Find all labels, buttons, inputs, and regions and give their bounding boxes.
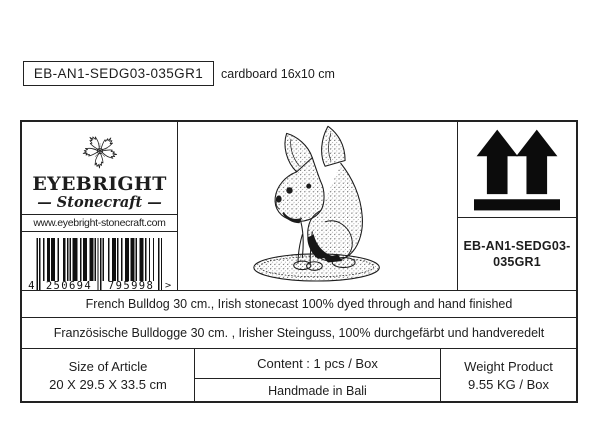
label-table [20,120,578,403]
size-value: 20 X 29.5 X 33.5 cm [49,376,167,392]
size-label: Size of Article [68,358,148,374]
ean-barcode [26,238,174,290]
description-de: Französische Bulldogge 30 cm. , Irisher Steinguss, 100% durchgefärbt und handveredelt [22,317,576,348]
this-side-up-icon [458,122,576,218]
brand-website: www.eyebright-stonecraft.com [22,214,177,232]
cardboard-note: cardboard 16x10 cm [221,66,335,81]
barcode-right-digits: 795998 [107,280,153,290]
shipping-code-line1: EB-AN1-SEDG03- [463,238,571,253]
brand-subtitle: — Stonecraft — [37,194,162,211]
weight-cell [441,349,576,402]
description-en: French Bulldog 30 cm., Irish stonecast 100% dyed through and hand finished [22,290,576,317]
brand-cell [22,122,178,290]
content-cell [195,349,441,402]
barcode-first-digit: 4 [27,280,34,290]
spec-row [22,348,576,401]
weight-label: Weight Product [464,358,553,374]
barcode-trailing-mark: > [163,281,172,290]
origin-value: Handmade in Bali [195,378,440,402]
barcode-left-digits: 250694 [45,280,91,290]
weight-value: 9.55 KG / Box [468,376,549,392]
french-bulldog-sketch [218,122,418,286]
shipping-code [458,218,576,289]
shipping-code-line2: 035GR1 [493,254,541,269]
content-value: Content : 1 pcs / Box [257,356,378,371]
article-code-box [23,61,214,86]
product-image-cell [178,122,458,290]
size-cell [22,349,195,402]
eyebright-flower-icon [72,127,128,173]
shipping-cell [458,122,576,290]
article-code: EB-AN1-SEDG03-035GR1 [33,66,204,81]
brand-name: EYEBRIGHT [32,173,167,195]
